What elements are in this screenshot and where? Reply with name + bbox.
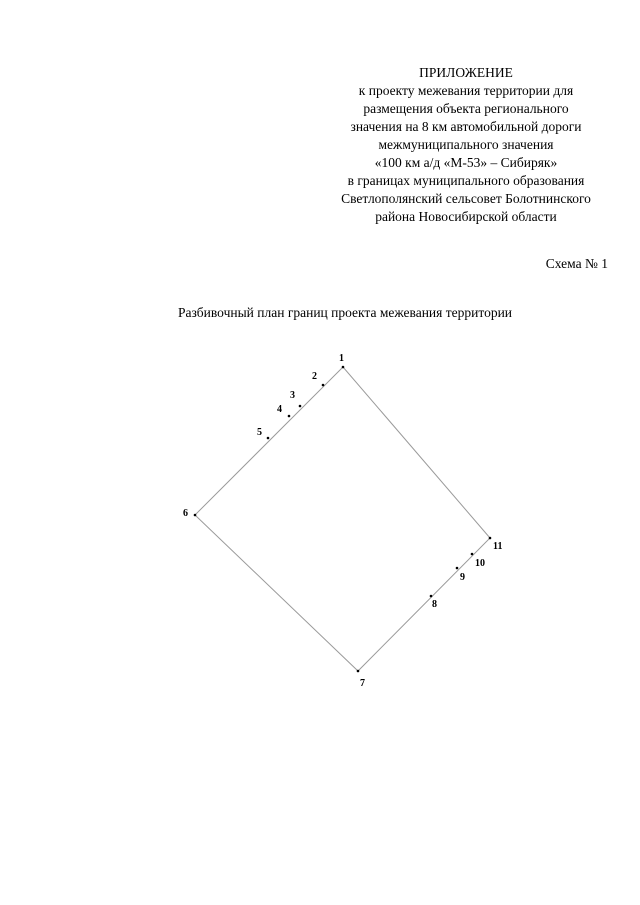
boundary-point-3 bbox=[299, 405, 302, 408]
point-label-2: 2 bbox=[312, 371, 317, 382]
point-label-4: 4 bbox=[277, 404, 282, 415]
boundary-point-7 bbox=[357, 670, 360, 673]
point-label-9: 9 bbox=[460, 572, 465, 583]
boundary-point-6 bbox=[194, 514, 197, 517]
scheme-number: Схема № 1 bbox=[545, 256, 608, 271]
appendix-line: «100 км а/д «М-53» – Сибиряк» bbox=[374, 155, 558, 170]
appendix-line: значения на 8 км автомобильной дороги bbox=[350, 119, 582, 134]
boundary-point-10 bbox=[471, 553, 474, 556]
appendix-line: межмуниципального значения bbox=[378, 137, 554, 152]
point-label-10: 10 bbox=[475, 558, 485, 569]
point-label-11: 11 bbox=[493, 541, 503, 552]
appendix-line: ПРИЛОЖЕНИЕ bbox=[419, 65, 513, 80]
boundary-point-1 bbox=[342, 366, 345, 369]
point-label-8: 8 bbox=[432, 599, 437, 610]
appendix-line: размещения объекта регионального bbox=[363, 101, 569, 116]
point-label-5: 5 bbox=[257, 427, 262, 438]
boundary-point-4 bbox=[288, 415, 291, 418]
appendix-line: Светлополянский сельсовет Болотнинского bbox=[341, 191, 591, 206]
point-label-1: 1 bbox=[339, 353, 344, 364]
boundary-point-5 bbox=[267, 437, 270, 440]
boundary-polygon bbox=[195, 367, 490, 671]
boundary-point-2 bbox=[322, 384, 325, 387]
boundary-point-8 bbox=[430, 595, 433, 598]
point-label-7: 7 bbox=[360, 678, 365, 689]
point-label-3: 3 bbox=[290, 390, 295, 401]
point-label-6: 6 bbox=[183, 508, 188, 519]
boundary-point-9 bbox=[456, 567, 459, 570]
appendix-line: к проекту межевания территории для bbox=[358, 83, 574, 98]
appendix-line: района Новосибирской области bbox=[375, 209, 557, 224]
boundary-point-11 bbox=[489, 537, 492, 540]
appendix-line: в границах муниципального образования bbox=[347, 173, 585, 188]
plan-title: Разбивочный план границ проекта межевания территории bbox=[177, 305, 513, 320]
